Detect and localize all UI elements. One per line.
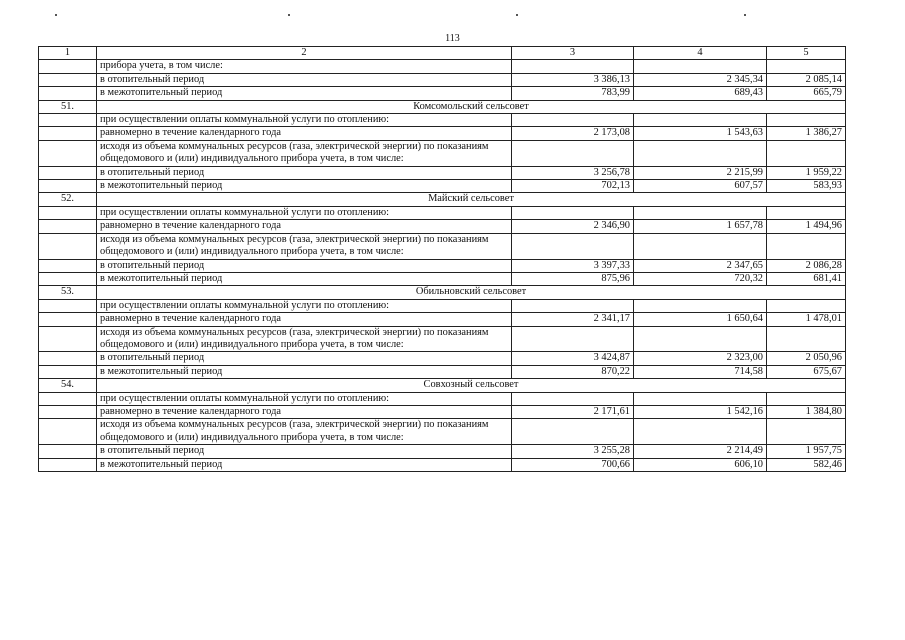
- value-col5: 2 085,14: [767, 73, 846, 86]
- row-number: [39, 73, 97, 86]
- row-label: в отопительный период: [97, 73, 512, 86]
- value-col4: [634, 114, 767, 127]
- section-number: 51.: [39, 100, 97, 113]
- row-label: исходя из объема коммунальных ресурсов (газа, электрической энергии) по показаниям общедомового и (или) индивидуального прибора учета, в том числе:: [97, 326, 512, 352]
- value-col5: 1 957,75: [767, 445, 846, 458]
- value-col3: [512, 233, 634, 259]
- row-number: [39, 445, 97, 458]
- row-number: [39, 60, 97, 73]
- table-row: [39, 60, 846, 73]
- value-col3: 875,96: [512, 272, 634, 285]
- row-number: [39, 392, 97, 405]
- value-col5: [767, 392, 846, 405]
- table-row: [39, 299, 846, 312]
- value-col3: [512, 419, 634, 445]
- value-col4: 1 657,78: [634, 220, 767, 233]
- row-number: [39, 272, 97, 285]
- row-number: [39, 87, 97, 100]
- table-row: [39, 392, 846, 405]
- table-row: [39, 259, 846, 272]
- value-col3: 3 386,13: [512, 73, 634, 86]
- table-row: [39, 220, 846, 233]
- row-label: при осуществлении оплаты коммунальной услуги по отоплению:: [97, 114, 512, 127]
- value-col4: 2 345,34: [634, 73, 767, 86]
- row-label: при осуществлении оплаты коммунальной услуги по отоплению:: [97, 206, 512, 219]
- value-col5: 665,79: [767, 87, 846, 100]
- value-col5: [767, 233, 846, 259]
- row-label: в отопительный период: [97, 259, 512, 272]
- value-col4: [634, 326, 767, 352]
- table-row: [39, 445, 846, 458]
- value-col5: [767, 114, 846, 127]
- row-label: прибора учета, в том числе:: [97, 60, 512, 73]
- section-row: [39, 379, 846, 392]
- value-col3: 870,22: [512, 365, 634, 378]
- row-number: [39, 114, 97, 127]
- value-col4: [634, 60, 767, 73]
- column-header: 3: [512, 47, 634, 60]
- section-number: 52.: [39, 193, 97, 206]
- scan-speck: [744, 14, 746, 16]
- value-col3: [512, 140, 634, 166]
- value-col4: 1 543,63: [634, 127, 767, 140]
- value-col3: 2 171,61: [512, 405, 634, 418]
- value-col3: 3 424,87: [512, 352, 634, 365]
- table-row: [39, 326, 846, 352]
- row-label: в межотопительный период: [97, 272, 512, 285]
- value-col4: [634, 206, 767, 219]
- value-col3: 2 173,08: [512, 127, 634, 140]
- value-col3: 3 397,33: [512, 259, 634, 272]
- row-number: [39, 326, 97, 352]
- section-title: Комсомольский сельсовет: [97, 100, 846, 113]
- scan-speck: [288, 14, 290, 16]
- column-header: 1: [39, 47, 97, 60]
- value-col3: 3 255,28: [512, 445, 634, 458]
- section-title: Совхозный сельсовет: [97, 379, 846, 392]
- row-number: [39, 206, 97, 219]
- value-col4: 2 323,00: [634, 352, 767, 365]
- value-col3: [512, 326, 634, 352]
- value-col4: [634, 299, 767, 312]
- row-number: [39, 419, 97, 445]
- row-label: равномерно в течение календарного года: [97, 220, 512, 233]
- row-label: исходя из объема коммунальных ресурсов (газа, электрической энергии) по показаниям общедомового и (или) индивидуального прибора учета, в том числе:: [97, 419, 512, 445]
- value-col5: [767, 140, 846, 166]
- value-col5: 1 478,01: [767, 313, 846, 326]
- table-row: [39, 73, 846, 86]
- value-col4: [634, 140, 767, 166]
- value-col3: [512, 392, 634, 405]
- value-col3: [512, 299, 634, 312]
- value-col4: 714,58: [634, 365, 767, 378]
- row-label: в отопительный период: [97, 445, 512, 458]
- row-number: [39, 127, 97, 140]
- table-row: [39, 180, 846, 193]
- table-row: [39, 352, 846, 365]
- table-body: [39, 47, 846, 472]
- row-label: равномерно в течение календарного года: [97, 127, 512, 140]
- table-row: [39, 365, 846, 378]
- column-header: 2: [97, 47, 512, 60]
- table-row: [39, 114, 846, 127]
- value-col4: 606,10: [634, 458, 767, 471]
- row-number: [39, 352, 97, 365]
- value-col3: 3 256,78: [512, 166, 634, 179]
- value-col4: 2 214,49: [634, 445, 767, 458]
- row-label: в отопительный период: [97, 166, 512, 179]
- tariff-table: [38, 46, 846, 472]
- value-col5: [767, 206, 846, 219]
- scan-speck: [55, 14, 57, 16]
- row-number: [39, 299, 97, 312]
- value-col4: 689,43: [634, 87, 767, 100]
- table-row: [39, 405, 846, 418]
- row-number: [39, 313, 97, 326]
- value-col5: [767, 419, 846, 445]
- column-header: 4: [634, 47, 767, 60]
- section-row: [39, 193, 846, 206]
- value-col4: 2 347,65: [634, 259, 767, 272]
- table-row: [39, 313, 846, 326]
- table-row: [39, 233, 846, 259]
- value-col5: 1 386,27: [767, 127, 846, 140]
- page-number: 113: [445, 33, 460, 44]
- row-label: при осуществлении оплаты коммунальной услуги по отоплению:: [97, 299, 512, 312]
- value-col3: [512, 114, 634, 127]
- row-number: [39, 405, 97, 418]
- section-title: Майский сельсовет: [97, 193, 846, 206]
- table-row: [39, 87, 846, 100]
- value-col5: 582,46: [767, 458, 846, 471]
- table-row: [39, 140, 846, 166]
- value-col4: [634, 392, 767, 405]
- row-number: [39, 458, 97, 471]
- value-col5: 675,67: [767, 365, 846, 378]
- value-col5: 1 384,80: [767, 405, 846, 418]
- section-title: Обильновский сельсовет: [97, 286, 846, 299]
- value-col5: 2 086,28: [767, 259, 846, 272]
- value-col5: 1 494,96: [767, 220, 846, 233]
- row-label: в межотопительный период: [97, 458, 512, 471]
- value-col5: 681,41: [767, 272, 846, 285]
- value-col4: 1 542,16: [634, 405, 767, 418]
- row-label: равномерно в течение календарного года: [97, 313, 512, 326]
- column-header: 5: [767, 47, 846, 60]
- value-col3: 700,66: [512, 458, 634, 471]
- value-col5: 1 959,22: [767, 166, 846, 179]
- value-col5: [767, 60, 846, 73]
- value-col4: 2 215,99: [634, 166, 767, 179]
- value-col4: 1 650,64: [634, 313, 767, 326]
- row-label: в отопительный период: [97, 352, 512, 365]
- value-col4: 720,32: [634, 272, 767, 285]
- value-col4: [634, 419, 767, 445]
- row-label: в межотопительный период: [97, 365, 512, 378]
- value-col3: [512, 60, 634, 73]
- section-number: 54.: [39, 379, 97, 392]
- value-col5: [767, 299, 846, 312]
- table-row: [39, 206, 846, 219]
- scan-speck: [516, 14, 518, 16]
- row-number: [39, 233, 97, 259]
- row-number: [39, 180, 97, 193]
- value-col4: [634, 233, 767, 259]
- value-col3: 2 346,90: [512, 220, 634, 233]
- value-col3: 2 341,17: [512, 313, 634, 326]
- value-col5: 2 050,96: [767, 352, 846, 365]
- table-row: [39, 166, 846, 179]
- row-label: в межотопительный период: [97, 87, 512, 100]
- row-number: [39, 166, 97, 179]
- row-label: при осуществлении оплаты коммунальной услуги по отоплению:: [97, 392, 512, 405]
- value-col4: 607,57: [634, 180, 767, 193]
- table-row: [39, 127, 846, 140]
- row-number: [39, 140, 97, 166]
- value-col3: [512, 206, 634, 219]
- value-col3: 783,99: [512, 87, 634, 100]
- row-label: равномерно в течение календарного года: [97, 405, 512, 418]
- value-col3: 702,13: [512, 180, 634, 193]
- value-col5: [767, 326, 846, 352]
- table-row: [39, 272, 846, 285]
- value-col5: 583,93: [767, 180, 846, 193]
- section-number: 53.: [39, 286, 97, 299]
- section-row: [39, 100, 846, 113]
- column-header-row: [39, 47, 846, 60]
- row-number: [39, 220, 97, 233]
- table-row: [39, 419, 846, 445]
- row-label: в межотопительный период: [97, 180, 512, 193]
- row-label: исходя из объема коммунальных ресурсов (газа, электрической энергии) по показаниям общедомового и (или) индивидуального прибора учета, в том числе:: [97, 233, 512, 259]
- table-row: [39, 458, 846, 471]
- row-label: исходя из объема коммунальных ресурсов (газа, электрической энергии) по показаниям общедомового и (или) индивидуального прибора учета, в том числе:: [97, 140, 512, 166]
- row-number: [39, 365, 97, 378]
- row-number: [39, 259, 97, 272]
- section-row: [39, 286, 846, 299]
